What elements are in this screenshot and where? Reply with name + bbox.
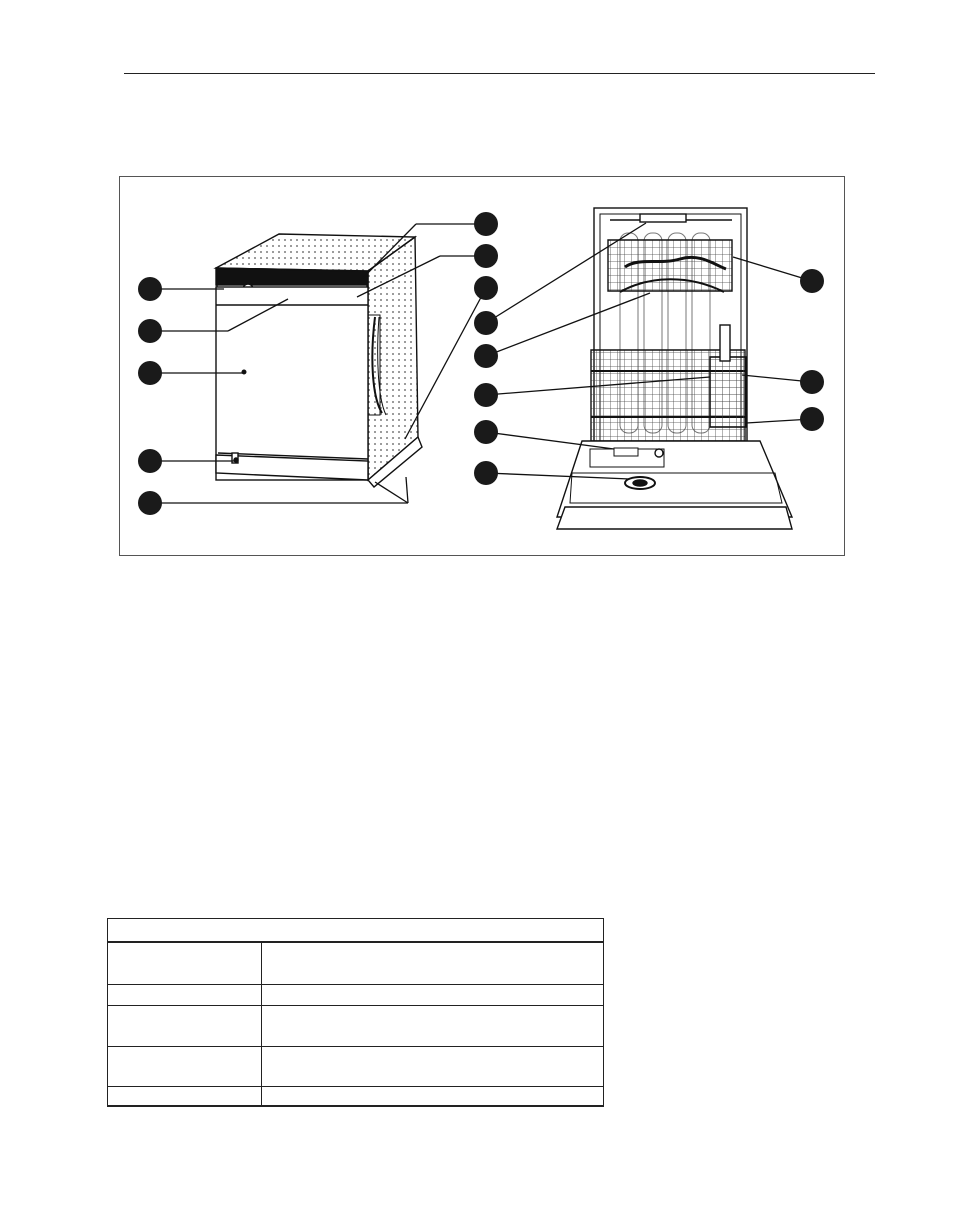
table-cell-label	[108, 1005, 262, 1046]
spec-table	[107, 918, 604, 1107]
callout-marker	[138, 361, 162, 385]
callout-marker	[138, 491, 162, 515]
table-row	[108, 1005, 604, 1046]
callout-marker	[474, 383, 498, 407]
table-cell-label	[108, 984, 262, 1005]
table-cell-label	[108, 1046, 262, 1086]
callout-marker	[138, 277, 162, 301]
callout-marker	[800, 407, 824, 431]
callout-marker	[474, 420, 498, 444]
table-cell-value	[262, 984, 604, 1005]
parts-figure	[119, 176, 845, 556]
callout-marker	[138, 319, 162, 343]
callout-marker	[800, 370, 824, 394]
header-rule	[124, 73, 875, 74]
callout-marker	[474, 461, 498, 485]
callout-marker	[474, 344, 498, 368]
table-cell-value	[262, 1005, 604, 1046]
table-header-row	[108, 919, 604, 943]
table-cell-value	[262, 942, 604, 984]
callout-marker	[138, 449, 162, 473]
table-row	[108, 1086, 604, 1106]
callout-marker	[474, 244, 498, 268]
callout-marker	[474, 212, 498, 236]
table-row	[108, 984, 604, 1005]
callout-marker	[800, 269, 824, 293]
table-row	[108, 942, 604, 984]
dishwasher-exterior	[216, 234, 422, 487]
table-cell-value	[262, 1086, 604, 1106]
parts-diagram	[120, 177, 846, 557]
table-cell-label	[108, 1086, 262, 1106]
callout-marker	[474, 276, 498, 300]
table-row	[108, 1046, 604, 1086]
table-header-cell	[108, 919, 604, 943]
callout-marker	[474, 311, 498, 335]
table-cell-label	[108, 942, 262, 984]
table-cell-value	[262, 1046, 604, 1086]
